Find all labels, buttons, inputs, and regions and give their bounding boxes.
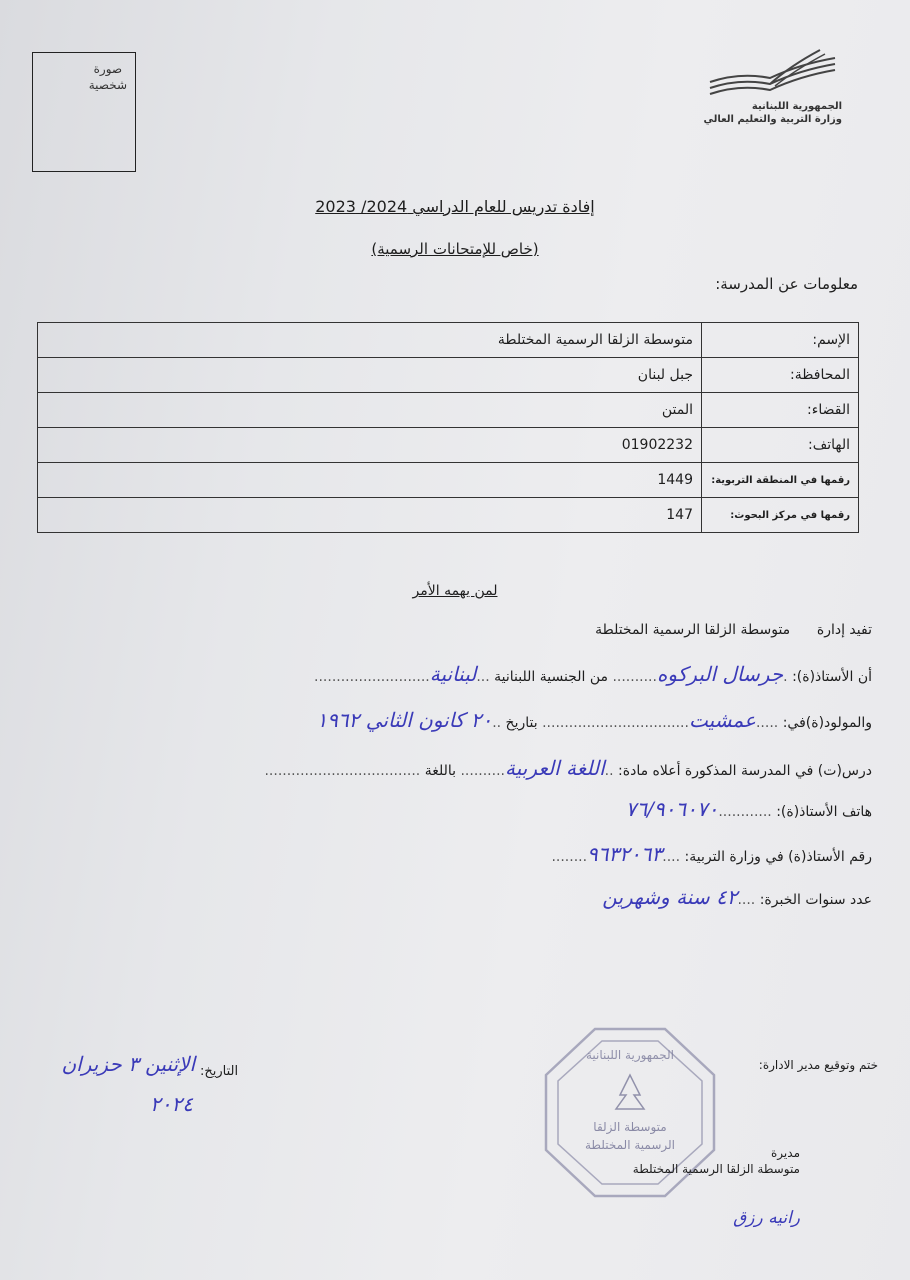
table-row: [38, 498, 859, 533]
stamp-signature-label: ختم وتوقيع مدير الادارة:: [758, 1058, 878, 1072]
handwritten-ministry-number: ٩٦٣٢٠٦٣: [587, 842, 663, 866]
document-subtitle: (خاص للإمتحانات الرسمية): [371, 240, 539, 258]
row-label: رقمها في مركز البحوث:: [702, 498, 859, 533]
row-label: القضاء:: [702, 393, 859, 428]
body-line-6: رقم الأستاذ(ة) في وزارة التربية: ....٩٦٣٢٠٦٣........: [551, 842, 872, 866]
body-line-3: والمولود(ة)في: .....عمشيت................................. بتاريخ ..٢٠ كانون الثاني ١٩٦٢: [316, 708, 872, 732]
row-label: المحافظة:: [702, 358, 859, 393]
seal-text-mid1: متوسطة الزلقا: [593, 1120, 667, 1134]
handwritten-year: ٢٠٢٤: [150, 1092, 193, 1116]
photo-box: [32, 52, 136, 172]
handwritten-nationality: لبنانية: [429, 662, 477, 686]
table-row: [38, 428, 859, 463]
manager-title: مديرة متوسطة الزلقا الرسمية المختلطة: [632, 1146, 800, 1176]
handwritten-date: الإثنين ٣ حزيران: [61, 1052, 195, 1076]
table-row: [38, 323, 859, 358]
body-line-2: أن الأستاذ(ة): .جرسال البركوه.......... من الجنسية اللبنانية ...لبنانية..........................: [314, 662, 872, 686]
cedar-icon: [616, 1075, 644, 1109]
handwritten-name: جرسال البركوه: [656, 662, 784, 686]
handwritten-birthplace: عمشيت: [688, 708, 756, 732]
seal-text-top: الجمهورية اللبنانية: [585, 1048, 675, 1062]
row-value: 1449: [38, 463, 702, 498]
body-line-5: هاتف الأستاذ(ة): ............٧٦/٩٠٦٠٧٠: [625, 797, 872, 821]
table-row: [38, 358, 859, 393]
document-title: إفادة تدريس للعام الدراسي 2024/ 2023: [315, 197, 595, 216]
seal-text-mid2: الرسمية المختلطة: [584, 1138, 676, 1152]
handwritten-phone: ٧٦/٩٠٦٠٧٠: [625, 797, 719, 821]
to-whom-heading: لمن يهمه الأمر: [412, 583, 498, 599]
body-line-7: عدد سنوات الخبرة: ....٤٢ سنة وشهرين: [602, 885, 872, 909]
row-label: رقمها في المنطقة التربوية:: [702, 463, 859, 498]
table-row: [38, 393, 859, 428]
ministry-name: الجمهورية اللبنانية وزارة التربية والتعليم العالي: [703, 101, 842, 125]
row-label: الإسم:: [702, 323, 859, 358]
row-value: 01902232: [38, 428, 702, 463]
school-info-heading: معلومات عن المدرسة:: [715, 275, 858, 293]
school-info-table: [37, 322, 859, 533]
row-value: 147: [38, 498, 702, 533]
table-row: [38, 463, 859, 498]
handwritten-experience: ٤٢ سنة وشهرين: [602, 885, 738, 909]
book-logo-icon: [700, 44, 840, 104]
row-value: جبل لبنان: [38, 358, 702, 393]
handwritten-subject: اللغة العربية: [505, 756, 605, 780]
row-value: المتن: [38, 393, 702, 428]
photo-label: صورة شخصية: [88, 62, 127, 92]
manager-signature-name: رانيه رزق: [733, 1208, 800, 1228]
body-line-4: درس(ت) في المدرسة المذكورة أعلاه مادة: ..اللغة العربية.......... باللغة ...................................: [264, 756, 872, 780]
date-label: التاريخ:: [200, 1064, 239, 1079]
handwritten-birthdate: ٢٠ كانون الثاني ١٩٦٢: [316, 708, 493, 732]
row-value: متوسطة الزلقا الرسمية المختلطة: [38, 323, 702, 358]
row-label: الهاتف:: [702, 428, 859, 463]
body-line-1: تفيد إدارة متوسطة الزلقا الرسمية المختلطة: [595, 622, 872, 638]
